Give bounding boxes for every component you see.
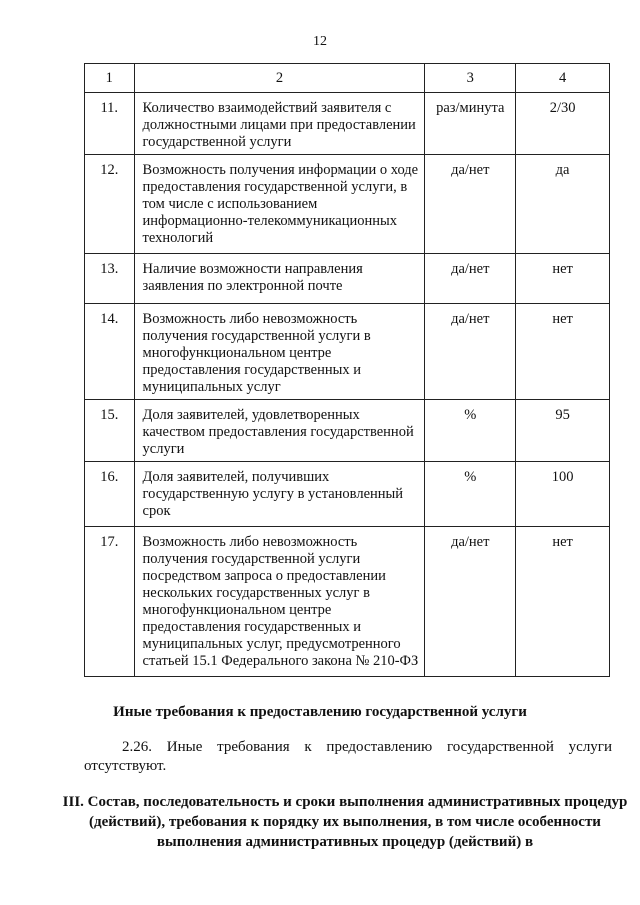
indicator-name: Доля заявителей, удовлетворенных качеством предоставления государственной услуги [134,400,425,462]
table-row [85,93,610,155]
column-header: 2 [134,64,425,93]
table-row [85,527,610,677]
value: нет [516,254,610,304]
row-number: 16. [85,462,135,527]
row-number: 13. [85,254,135,304]
unit: да/нет [425,304,516,400]
table-row [85,155,610,254]
value: 95 [516,400,610,462]
indicator-name: Возможность получения информации о ходе предоставления государственной услуги, в том числе с использованием информационно-телекоммуникационных технологий [134,155,425,254]
column-header: 1 [85,64,135,93]
unit: % [425,462,516,527]
row-number: 15. [85,400,135,462]
indicator-name: Количество взаимодействий заявителя с должностными лицами при предоставлении государственной услуги [134,93,425,155]
paragraph-first-line: 2.26. Иные требования к предоставлению государственной услуги [122,739,612,755]
table-row [85,462,610,527]
paragraph [84,738,612,776]
row-number: 12. [85,155,135,254]
indicator-name: Доля заявителей, получивших государственную услугу в установленный срок [134,462,425,527]
indicator-name: Возможность либо невозможность получения государственной услуги в многофункциональном центре предоставления государственных и муниципальных услуг [134,304,425,400]
value: да [516,155,610,254]
table-row [85,304,610,400]
section-heading: Иные требования к предоставлению государственной услуги [113,704,527,720]
row-number: 17. [85,527,135,677]
value: нет [516,527,610,677]
indicator-name: Наличие возможности направления заявления по электронной почте [134,254,425,304]
value: 2/30 [516,93,610,155]
row-number: 14. [85,304,135,400]
page-number: 12 [313,34,327,49]
table-row [85,254,610,304]
unit: раз/минута [425,93,516,155]
value: 100 [516,462,610,527]
table-row [85,400,610,462]
value: нет [516,304,610,400]
column-header: 4 [516,64,610,93]
column-header: 3 [425,64,516,93]
unit: да/нет [425,527,516,677]
paragraph-continuation: отсутствуют. [84,758,167,774]
chapter-heading: III. Состав, последовательность и сроки выполнения административных процедур (действий), требования к порядку их выполнения, в том числе особенности выполнения административных процедур (действий) в [62,794,628,850]
unit: да/нет [425,254,516,304]
unit: да/нет [425,155,516,254]
indicator-name: Возможность либо невозможность получения государственной услуги посредством запроса о предоставлении нескольких государственных услуг в многофункциональном центре предоставления государственных и муниципальных услуг, предусмотренного статьей 15.1 Федерального закона № 210-ФЗ [134,527,425,677]
indicators-table [84,63,610,677]
unit: % [425,400,516,462]
table-header-row [85,64,610,93]
row-number: 11. [85,93,135,155]
